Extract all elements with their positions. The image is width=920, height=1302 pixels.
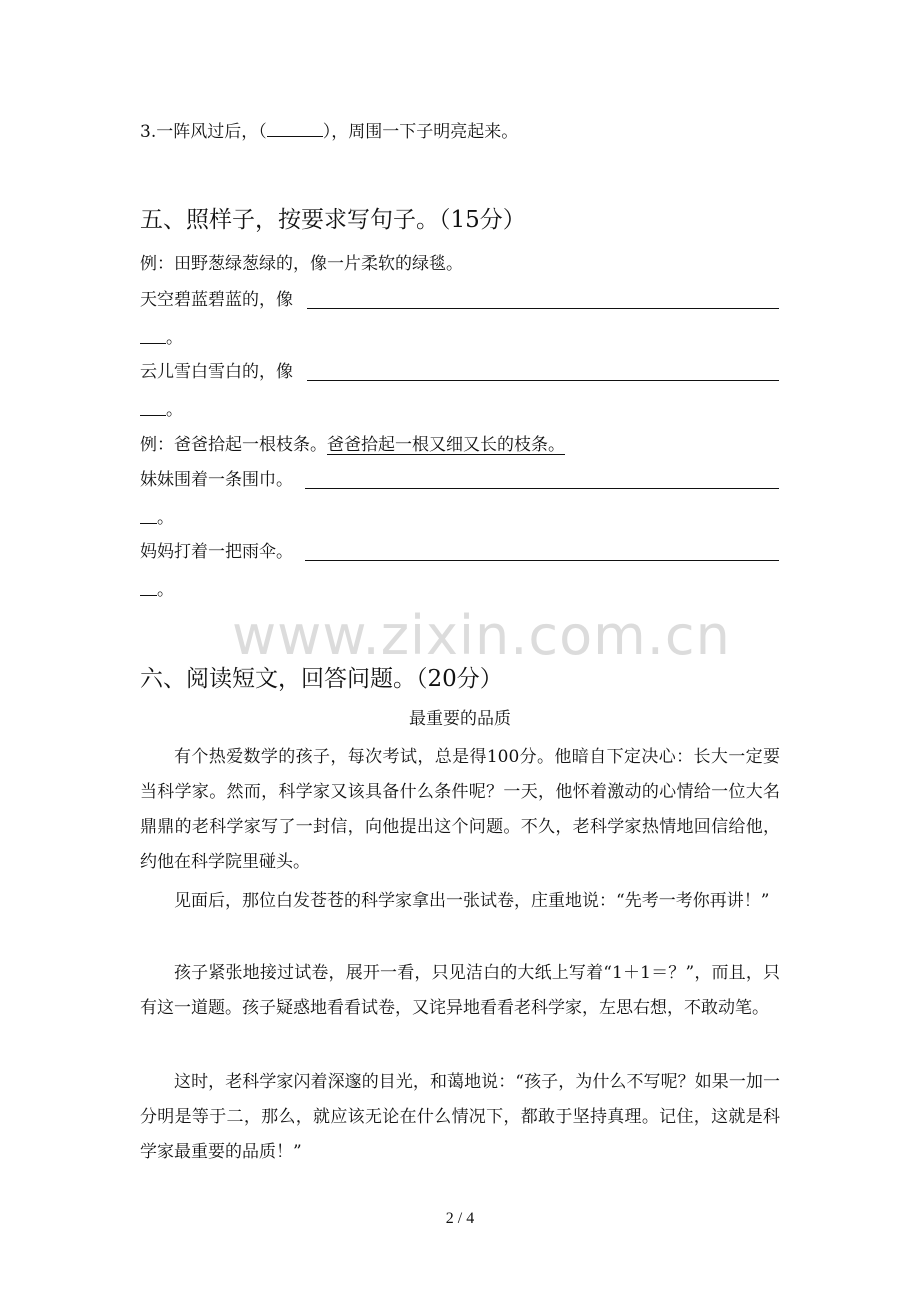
passage-paragraph-2: 见面后，那位白发苍苍的科学家拿出一张试卷，庄重地说：“先考一考你再讲！”	[174, 891, 770, 911]
item-3-answer-line[interactable]	[305, 487, 779, 489]
passage-paragraph-3: 孩子紧张地接过试卷，展开一看，只见洁白的大纸上写着“1＋1＝？”，而且，只有这一道题。孩子疑惑地看看试卷，又诧异地看看老科学家，左思右想，不敢动笔。	[140, 963, 780, 1018]
item-1-end-mark: 。	[166, 328, 183, 348]
item-4-end-mark: 。	[157, 580, 174, 600]
item-2-answer-line-2[interactable]	[140, 414, 166, 416]
item-1-answer-line-2[interactable]	[140, 342, 166, 344]
answer-blank[interactable]	[267, 118, 323, 137]
item-4-label: 妈妈打着一把雨伞。	[140, 542, 293, 562]
item-4-answer-line-2[interactable]	[140, 594, 157, 596]
item-3-answer-line-2[interactable]	[140, 522, 157, 524]
page-number: 2 / 4	[445, 1210, 475, 1227]
passage-paragraph-4: 这时，老科学家闪着深邃的目光，和蔼地说：“孩子，为什么不写呢？如果一加一分明是等于二，那么，就应该无论在什么情况下，都敢于坚持真理。记住，这就是科学家最重要的品质！”	[140, 1072, 780, 1162]
example-1: 例：田野葱绿葱绿的，像一片柔软的绿毯。	[140, 254, 463, 274]
watermark: www.zixin.com.cn	[232, 604, 731, 667]
example-2-answer: 爸爸拾起一根又细又长的枝条。	[327, 435, 565, 455]
item-3-label: 妹妹围着一条围巾。	[140, 470, 293, 490]
item-2-label: 云儿雪白雪白的，像	[140, 362, 293, 382]
item-1-answer-line[interactable]	[307, 307, 779, 309]
question-3-suffix: ），周围一下子明亮起来。	[322, 122, 519, 142]
item-2-end-mark: 。	[166, 400, 183, 420]
example-2-prefix: 例：爸爸拾起一根枝条。	[140, 435, 327, 455]
item-4-answer-line[interactable]	[305, 559, 779, 561]
passage-paragraph-1: 有个热爱数学的孩子，每次考试，总是得100分。他暗自下定决心：长大一定要当科学家。然而，科学家又该具备什么条件呢？一天，他怀着激动的心情给一位大名鼎鼎的老科学家写了一封信，向他提出这个问题。不久，老科学家热情地回信给他，约他在科学院里碰头。	[140, 747, 780, 872]
section-5-heading: 五、照样子，按要求写句子。（15分）	[140, 207, 526, 233]
passage-title: 最重要的品质	[409, 709, 511, 729]
question-3	[140, 118, 518, 144]
section-6-heading: 六、阅读短文，回答问题。（20分）	[140, 666, 503, 692]
item-1-label: 天空碧蓝碧蓝的，像	[140, 290, 293, 310]
example-2	[140, 433, 565, 457]
item-3-end-mark: 。	[157, 508, 174, 528]
question-3-prefix: 3.一阵风过后，（	[140, 122, 267, 142]
item-2-answer-line[interactable]	[307, 379, 779, 381]
